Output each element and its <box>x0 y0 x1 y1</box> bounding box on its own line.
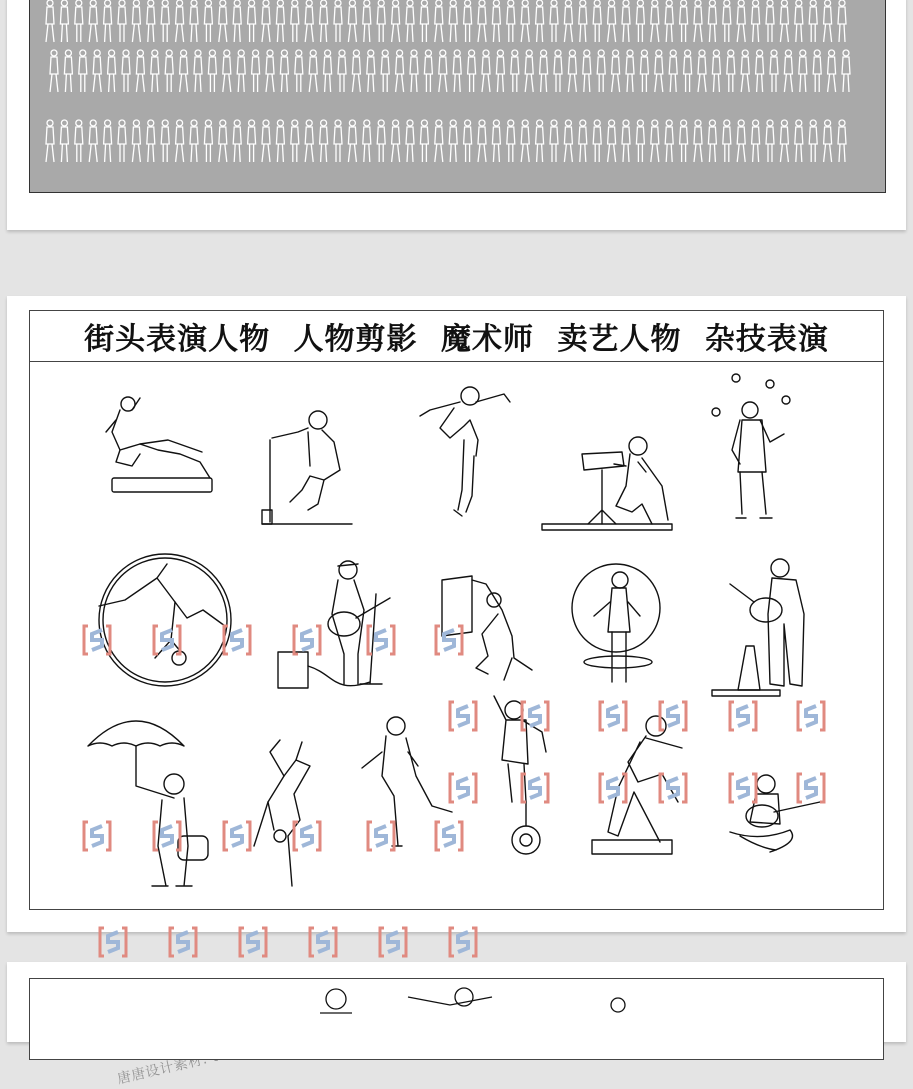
person-silhouette <box>799 50 807 92</box>
person-silhouette <box>93 50 101 92</box>
person-silhouette <box>180 50 188 92</box>
drawing-sheet <box>29 310 884 910</box>
person-silhouette <box>723 0 731 42</box>
person-silhouette <box>406 0 414 42</box>
person-silhouette <box>266 50 274 92</box>
person-silhouette <box>176 0 184 42</box>
breakdancer-figure <box>254 740 310 886</box>
person-silhouette <box>122 50 130 92</box>
person-silhouette <box>809 120 817 162</box>
person-silhouette <box>568 50 576 92</box>
person-silhouette <box>89 120 97 162</box>
person-silhouette <box>291 0 299 42</box>
person-silhouette <box>262 0 270 42</box>
person-silhouette <box>597 50 605 92</box>
top-image-card <box>7 0 906 230</box>
person-silhouette <box>79 50 87 92</box>
person-silhouette <box>708 0 716 42</box>
person-silhouette <box>564 120 572 162</box>
person-silhouette <box>147 0 155 42</box>
person-silhouette <box>377 120 385 162</box>
watermark-logo-icon <box>798 774 824 802</box>
person-silhouette <box>752 0 760 42</box>
person-silhouette <box>838 0 846 42</box>
person-silhouette <box>223 50 231 92</box>
person-silhouette <box>684 50 692 92</box>
person-silhouette <box>824 0 832 42</box>
person-silhouette <box>190 0 198 42</box>
person-silhouette <box>75 0 83 42</box>
person-silhouette <box>449 120 457 162</box>
mirror-mime <box>442 576 532 680</box>
watermark-logo-icon <box>600 702 626 730</box>
person-silhouette <box>680 120 688 162</box>
person-silhouette <box>622 120 630 162</box>
person-silhouette <box>348 120 356 162</box>
umbrella-performer <box>88 721 208 886</box>
person-silhouette <box>478 120 486 162</box>
dancer-figure <box>420 387 510 516</box>
person-silhouette <box>492 0 500 42</box>
person-silhouette <box>320 0 328 42</box>
person-silhouette <box>665 0 673 42</box>
person-silhouette <box>593 0 601 42</box>
person-silhouette <box>727 50 735 92</box>
person-silhouette <box>608 120 616 162</box>
person-silhouette <box>723 120 731 162</box>
person-silhouette <box>525 50 533 92</box>
watermark-logo-icon <box>380 928 406 956</box>
person-silhouette <box>89 0 97 42</box>
watermark-logo-icon <box>730 702 756 730</box>
person-silhouette <box>204 0 212 42</box>
person-silhouette <box>204 120 212 162</box>
person-silhouette <box>665 120 673 162</box>
person-silhouette <box>190 120 198 162</box>
person-silhouette <box>348 0 356 42</box>
person-silhouette <box>367 50 375 92</box>
falling-chair-performer <box>106 397 212 492</box>
person-silhouette <box>655 50 663 92</box>
watermark-logo-icon <box>730 774 756 802</box>
watermark-logo-icon <box>436 626 462 654</box>
person-silhouette <box>511 50 519 92</box>
levitating-man-figure <box>262 411 352 524</box>
person-silhouette <box>104 120 112 162</box>
person-silhouette <box>194 50 202 92</box>
watermark-logo-icon <box>450 774 476 802</box>
person-silhouette <box>496 50 504 92</box>
person-silhouette <box>60 120 68 162</box>
person-silhouette <box>766 0 774 42</box>
watermark-logo-icon <box>170 928 196 956</box>
watermark-logo-icon <box>294 626 320 654</box>
person-silhouette <box>712 50 720 92</box>
person-silhouette <box>50 50 58 92</box>
person-silhouette <box>784 50 792 92</box>
person-silhouette <box>492 120 500 162</box>
next-drawing-sheet <box>29 978 884 1060</box>
watermark-logo-icon <box>100 928 126 956</box>
person-silhouette <box>626 50 634 92</box>
person-silhouette <box>262 120 270 162</box>
person-silhouette <box>640 50 648 92</box>
watermark-logo-icon <box>240 928 266 956</box>
person-silhouette <box>838 120 846 162</box>
watermark-logo-icon <box>450 702 476 730</box>
person-silhouette <box>377 0 385 42</box>
person-silhouette <box>305 120 313 162</box>
person-silhouette <box>208 50 216 92</box>
person-silhouette <box>276 120 284 162</box>
person-silhouette <box>737 0 745 42</box>
person-silhouette <box>435 0 443 42</box>
person-silhouette <box>363 0 371 42</box>
person-silhouette <box>392 120 400 162</box>
person-silhouette <box>708 120 716 162</box>
street-performer-card <box>7 296 906 932</box>
next-sheet-figures <box>30 979 883 1019</box>
person-silhouette <box>435 120 443 162</box>
person-silhouette <box>248 0 256 42</box>
person-silhouette <box>410 50 418 92</box>
person-silhouette <box>780 0 788 42</box>
watermark-logo-icon <box>450 928 476 956</box>
person-silhouette <box>766 120 774 162</box>
person-silhouette <box>132 120 140 162</box>
person-silhouette <box>593 120 601 162</box>
person-silhouette <box>424 50 432 92</box>
person-silhouette <box>118 0 126 42</box>
person-silhouette <box>564 0 572 42</box>
person-silhouette <box>295 50 303 92</box>
watermark-logo-icon <box>798 702 824 730</box>
person-silhouette <box>809 0 817 42</box>
person-silhouette <box>651 0 659 42</box>
watermark-logo-icon <box>84 822 110 850</box>
person-silhouette <box>392 0 400 42</box>
watermark-logo-icon <box>310 928 336 956</box>
person-silhouette <box>334 120 342 162</box>
person-silhouette <box>583 50 591 92</box>
person-silhouette <box>554 50 562 92</box>
next-image-card <box>7 962 906 1042</box>
person-silhouette <box>291 120 299 162</box>
person-silhouette <box>60 0 68 42</box>
person-silhouette <box>550 0 558 42</box>
person-silhouette <box>420 120 428 162</box>
standing-guitarist <box>712 559 804 696</box>
person-silhouette <box>669 50 677 92</box>
person-silhouette <box>813 50 821 92</box>
person-silhouette <box>737 120 745 162</box>
person-silhouette <box>233 120 241 162</box>
person-silhouette <box>363 120 371 162</box>
person-silhouette <box>698 50 706 92</box>
person-silhouette <box>636 120 644 162</box>
person-silhouette <box>828 50 836 92</box>
person-silhouette <box>449 0 457 42</box>
person-silhouette <box>612 50 620 92</box>
person-silhouette <box>608 0 616 42</box>
person-silhouette <box>305 0 313 42</box>
person-silhouette <box>770 50 778 92</box>
person-silhouette <box>579 120 587 162</box>
watermark-logo-icon <box>224 822 250 850</box>
person-silhouette <box>680 0 688 42</box>
person-silhouette <box>352 50 360 92</box>
person-silhouette <box>64 50 72 92</box>
person-silhouette <box>756 50 764 92</box>
person-silhouette <box>842 50 850 92</box>
person-silhouette <box>276 0 284 42</box>
person-silhouette <box>334 0 342 42</box>
person-silhouette <box>636 0 644 42</box>
person-silhouette <box>795 120 803 162</box>
person-silhouette <box>104 0 112 42</box>
person-silhouette <box>338 50 346 92</box>
person-silhouette <box>540 50 548 92</box>
person-silhouette <box>147 120 155 162</box>
person-silhouette <box>420 0 428 42</box>
people-silhouettes <box>30 0 885 192</box>
person-silhouette <box>406 120 414 162</box>
person-silhouette <box>478 0 486 42</box>
person-silhouette <box>396 50 404 92</box>
person-silhouette <box>622 0 630 42</box>
person-silhouette <box>136 50 144 92</box>
person-silhouette <box>579 0 587 42</box>
person-silhouette <box>320 120 328 162</box>
watermark-logo-icon <box>154 626 180 654</box>
person-silhouette <box>824 120 832 162</box>
person-silhouette <box>46 0 54 42</box>
person-silhouette <box>507 120 515 162</box>
person-silhouette <box>381 50 389 92</box>
watermark-logo-icon <box>368 822 394 850</box>
person-silhouette <box>651 120 659 162</box>
watermark-logo-icon <box>294 822 320 850</box>
person-silhouette <box>521 120 529 162</box>
person-silhouette <box>176 120 184 162</box>
person-silhouette <box>464 0 472 42</box>
person-silhouette <box>482 50 490 92</box>
hula-hoop-girl <box>572 564 660 682</box>
person-silhouette <box>780 120 788 162</box>
person-silhouette <box>46 120 54 162</box>
person-silhouette <box>75 120 83 162</box>
person-silhouette <box>237 50 245 92</box>
person-silhouette <box>507 0 515 42</box>
person-silhouette <box>752 120 760 162</box>
kicking-dancer <box>362 717 452 846</box>
person-silhouette <box>161 0 169 42</box>
people-silhouette-panel <box>29 0 886 193</box>
person-silhouette <box>795 0 803 42</box>
person-silhouette <box>550 120 558 162</box>
watermark-logo-icon <box>436 822 462 850</box>
sheet-title: 街头表演人物 人物剪影 魔术师 卖艺人物 杂技表演 <box>30 311 883 362</box>
person-silhouette <box>464 120 472 162</box>
person-silhouette <box>219 0 227 42</box>
person-silhouette <box>694 120 702 162</box>
person-silhouette <box>108 50 116 92</box>
person-silhouette <box>161 120 169 162</box>
person-silhouette <box>536 0 544 42</box>
person-silhouette <box>439 50 447 92</box>
person-silhouette <box>118 120 126 162</box>
person-silhouette <box>694 0 702 42</box>
performer-figures <box>30 362 883 909</box>
person-silhouette <box>165 50 173 92</box>
cyr-wheel-acrobat <box>99 554 231 686</box>
person-silhouette <box>132 0 140 42</box>
person-silhouette <box>521 0 529 42</box>
person-silhouette <box>741 50 749 92</box>
person-silhouette <box>219 120 227 162</box>
person-silhouette <box>233 0 241 42</box>
person-silhouette <box>151 50 159 92</box>
person-silhouette <box>252 50 260 92</box>
person-silhouette <box>280 50 288 92</box>
person-silhouette <box>309 50 317 92</box>
watermark-logo-icon <box>660 702 686 730</box>
juggler-figure <box>712 374 790 518</box>
person-silhouette <box>453 50 461 92</box>
person-silhouette <box>324 50 332 92</box>
person-silhouette <box>468 50 476 92</box>
person-silhouette <box>248 120 256 162</box>
person-silhouette <box>536 120 544 162</box>
music-stand-violinist <box>542 437 672 530</box>
